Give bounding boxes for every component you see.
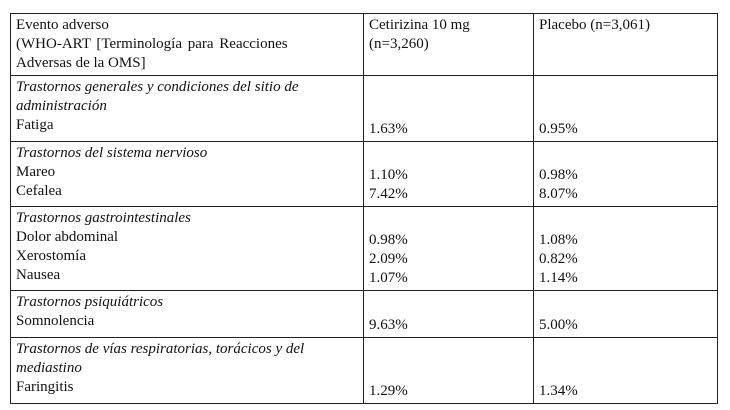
placebo-value: 0.98%	[539, 167, 578, 183]
event-name: Mareo	[16, 164, 56, 180]
category-label: Trastornos gastrointestinales	[16, 210, 191, 226]
group-cetirizina-cell	[364, 76, 534, 142]
group-cetirizina-cell	[364, 338, 534, 404]
header-placebo-label: Placebo (n=3,061)	[539, 17, 650, 33]
cetirizina-value: 1.07%	[369, 270, 408, 286]
placebo-value: 5.00%	[539, 317, 578, 333]
event-name: Faringitis	[16, 379, 74, 395]
header-event-subtitle-2: Adversas de la OMS]	[16, 55, 146, 71]
category-label: Trastornos generales y condiciones del sitio de administración	[16, 79, 299, 114]
spacer	[369, 293, 529, 312]
header-cetirizina-cell	[364, 14, 534, 76]
event-name: Dolor abdominal	[16, 229, 119, 245]
cetirizina-value: 1.63%	[369, 121, 408, 137]
event-name: Xerostomía	[16, 248, 86, 264]
group-event-cell	[11, 142, 364, 207]
event-name: Somnolencia	[16, 313, 95, 329]
placebo-value: 1.14%	[539, 270, 578, 286]
category-label: Trastornos de vías respiratorias, torácicos y del mediastino	[16, 341, 305, 376]
header-event-label: Evento adverso	[16, 17, 109, 33]
header-cetirizina-label: Cetirizina 10 mg	[369, 17, 470, 33]
group-placebo-cell	[534, 76, 718, 142]
table-group-row	[11, 142, 718, 207]
table-group-row	[11, 291, 718, 338]
event-name: Cefalea	[16, 183, 62, 199]
header-placebo-cell	[534, 14, 718, 76]
spacer	[539, 144, 713, 163]
event-name: Nausea	[16, 267, 61, 283]
category-label: Trastornos del sistema nervioso	[16, 145, 208, 161]
group-event-cell	[11, 291, 364, 338]
group-cetirizina-cell	[364, 207, 534, 291]
placebo-value: 1.08%	[539, 232, 578, 248]
table-header-row	[11, 14, 718, 76]
cetirizina-value: 1.29%	[369, 383, 408, 399]
spacer	[539, 209, 713, 228]
event-name: Fatiga	[16, 117, 54, 133]
cetirizina-value: 7.42%	[369, 186, 408, 202]
group-event-cell	[11, 76, 364, 142]
group-cetirizina-cell	[364, 142, 534, 207]
category-label: Trastornos psiquiátricos	[16, 294, 164, 310]
placebo-value: 0.82%	[539, 251, 578, 267]
spacer	[369, 144, 529, 163]
spacer	[539, 78, 713, 116]
group-placebo-cell	[534, 142, 718, 207]
cetirizina-value: 2.09%	[369, 251, 408, 267]
header-cetirizina-n: (n=3,260)	[369, 36, 429, 52]
table-group-row	[11, 338, 718, 404]
spacer	[369, 340, 529, 378]
adverse-events-table	[10, 13, 718, 404]
group-placebo-cell	[534, 338, 718, 404]
group-event-cell	[11, 338, 364, 404]
table-group-row	[11, 76, 718, 142]
spacer	[539, 293, 713, 312]
placebo-value: 1.34%	[539, 383, 578, 399]
group-event-cell	[11, 207, 364, 291]
group-cetirizina-cell	[364, 291, 534, 338]
placebo-value: 0.95%	[539, 121, 578, 137]
placebo-value: 8.07%	[539, 186, 578, 202]
spacer	[369, 209, 529, 228]
cetirizina-value: 9.63%	[369, 317, 408, 333]
header-event-subtitle-1: (WHO-ART [Terminología para Reacciones	[16, 36, 288, 52]
header-event-cell	[11, 14, 364, 76]
group-placebo-cell	[534, 291, 718, 338]
spacer	[369, 78, 529, 116]
cetirizina-value: 1.10%	[369, 167, 408, 183]
spacer	[539, 340, 713, 378]
cetirizina-value: 0.98%	[369, 232, 408, 248]
table-group-row	[11, 207, 718, 291]
group-placebo-cell	[534, 207, 718, 291]
